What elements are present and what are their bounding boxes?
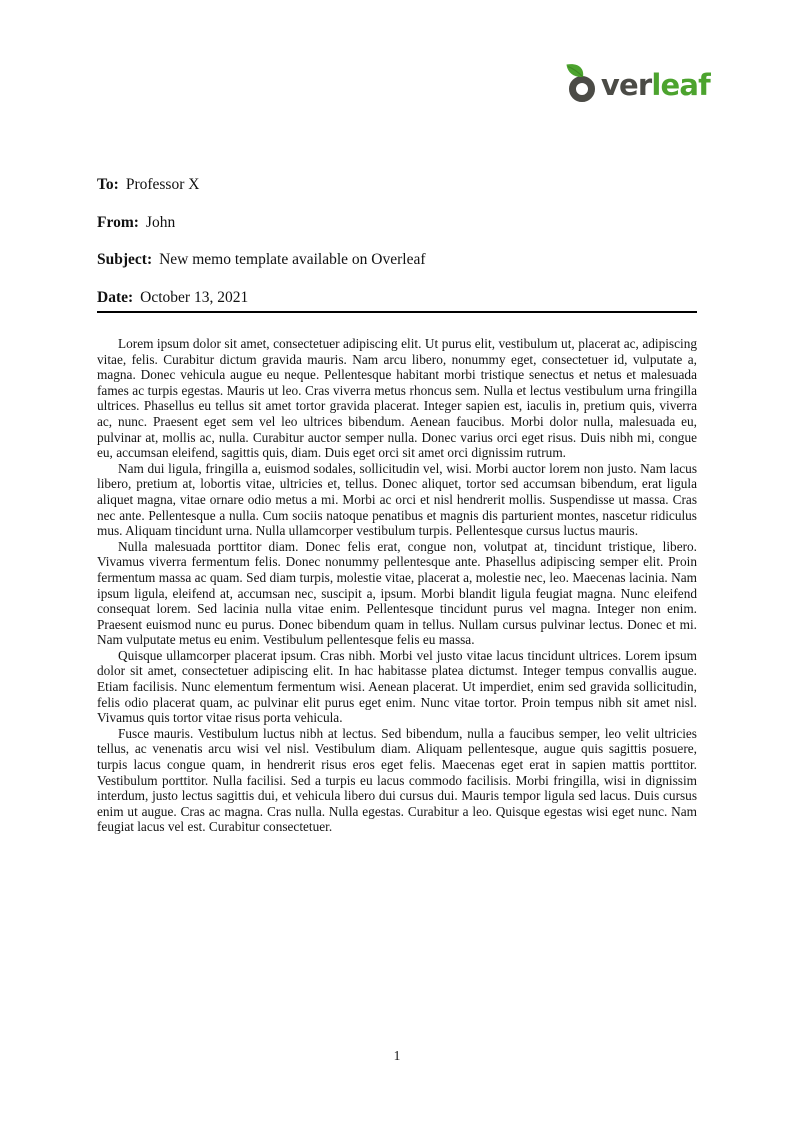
page-footer bbox=[0, 1048, 794, 1064]
memo-header bbox=[97, 176, 697, 326]
memo-field-date-value: October 13, 2021 bbox=[140, 288, 249, 306]
memo-field-subject-label: Subject: bbox=[97, 251, 153, 268]
body-paragraph: Nulla malesuada porttitor diam. Donec felis erat, congue non, volutpat at, tincidunt tristique, libero. Vivamus viverra fermentum felis. Donec nonummy pellentesque ante. Phasellus adipiscing semper elit. Proin fermentum massa ac quam. Sed diam turpis, molestie vitae, placerat a, molestie nec, leo. Maecenas lacinia. Nam ipsum ligula, eleifend at, accumsan nec, suscipit a, ipsum. Morbi blandit ligula feugiat magna. Nunc eleifend consequat lorem. Sed lacinia nulla vitae enim. Pellentesque tincidunt purus vel magna. Integer non enim. Praesent euismod nunc eu purus. Donec bibendum quam in tellus. Nullam cursus pulvinar lectus. Donec et mi. Nam vulputate metus eu enim. Vestibulum pellentesque felis eu massa. bbox=[97, 538, 697, 648]
body-paragraph: Lorem ipsum dolor sit amet, consectetuer adipiscing elit. Ut purus elit, vestibulum ut, placerat ac, adipiscing vitae, felis. Curabitur dictum gravida mauris. Nam arcu libero, nonummy eget, consectetuer id, vulputate a, magna. Donec vehicula augue eu neque. Pellentesque habitant morbi tristique senectus et netus et malesuada fames ac turpis egestas. Mauris ut leo. Cras viverra metus rhoncus sem. Nulla et lectus vestibulum urna fringilla ultrices. Phasellus eu tellus sit amet tortor gravida placerat. Integer sapien est, iaculis in, pretium quis, viverra ac, nunc. Praesent eget sem vel leo ultrices bibendum. Aenean faucibus. Morbi dolor nulla, malesuada eu, pulvinar at, mollis ac, nulla. Curabitur auctor semper nulla. Donec varius orci eget risus. Duis nibh mi, congue eu, accumsan eleifend, sagittis quis, diam. Duis eget orci sit amet orci dignissim rutrum. bbox=[97, 336, 697, 461]
body-paragraph: Nam dui ligula, fringilla a, euismod sodales, sollicitudin vel, wisi. Morbi auctor lorem non justo. Nam lacus libero, pretium at, lobortis vitae, ultricies et, tellus. Donec aliquet, tortor sed accumsan bibendum, erat ligula aliquet magna, vitae ornare odio metus a mi. Morbi ac orci et nisl hendrerit mollis. Suspendisse ut massa. Cras nec ante. Pellentesque a nulla. Cum sociis natoque penatibus et magnis dis parturient montes, nascetur ridiculus mus. Aliquam tincidunt urna. Nulla ullamcorper vestibulum turpis. Pellentesque cursus luctus mauris. bbox=[97, 460, 697, 539]
memo-field-subject bbox=[97, 251, 697, 269]
memo-field-from-value: John bbox=[145, 213, 176, 231]
page-number: 1 bbox=[393, 1048, 401, 1063]
memo-field-from-label: From: bbox=[97, 213, 139, 231]
memo-field-to bbox=[97, 176, 697, 194]
memo-field-to-label: To: bbox=[97, 176, 119, 193]
logo-row bbox=[564, 62, 710, 102]
overleaf-logo bbox=[564, 62, 710, 102]
memo-field-subject-value: New memo template available on Overleaf bbox=[159, 251, 426, 268]
memo-field-from bbox=[97, 214, 697, 232]
memo-field-to-value: Professor X bbox=[125, 176, 200, 193]
divider-rule bbox=[97, 311, 697, 313]
body-paragraph: Fusce mauris. Vestibulum luctus nibh at lectus. Sed bibendum, nulla a faucibus semper, leo velit ultricies tellus, ac venenatis arcu wisi vel nisl. Vestibulum diam. Aliquam pellentesque, augue quis sagittis posuere, turpis lacus congue quam, in hendrerit risus eros eget felis. Maecenas eget erat in sapien mattis porttitor. Vestibulum porttitor. Nulla facilisi. Sed a turpis eu lacus commodo facilisis. Morbi fringilla, wisi in dignissim interdum, justo lectus sagittis dui, et vehicula libero dui cursus dui. Mauris tempor ligula sed lacus. Duis cursus enim ut augue. Cras ac magna. Cras nulla. Nulla egestas. Curabitur a leo. Quisque egestas wisi eget nunc. Nam feugiat lacus vel est. Curabitur consectetuer. bbox=[97, 725, 697, 835]
memo-body bbox=[97, 336, 697, 835]
memo-field-date bbox=[97, 289, 697, 307]
memo-field-date-label: Date: bbox=[97, 288, 134, 306]
overleaf-o-icon bbox=[564, 62, 600, 102]
overleaf-logo-text-green: leaf bbox=[651, 68, 710, 102]
overleaf-logo-text-dark: ver bbox=[600, 68, 652, 102]
body-paragraph: Quisque ullamcorper placerat ipsum. Cras nibh. Morbi vel justo vitae lacus tincidunt ultrices. Lorem ipsum dolor sit amet, consectetuer adipiscing elit. In hac habitasse platea dictumst. Integer tempus convallis augue. Etiam facilisis. Nunc elementum fermentum wisi. Aenean placerat. Ut imperdiet, enim sed gravida sollicitudin, felis odio placerat quam, ac pulvinar elit purus eget enim. Nunc vitae tortor. Proin tempus nibh sit amet nisl. Vivamus quis tortor vitae risus porta vehicula. bbox=[97, 647, 697, 726]
